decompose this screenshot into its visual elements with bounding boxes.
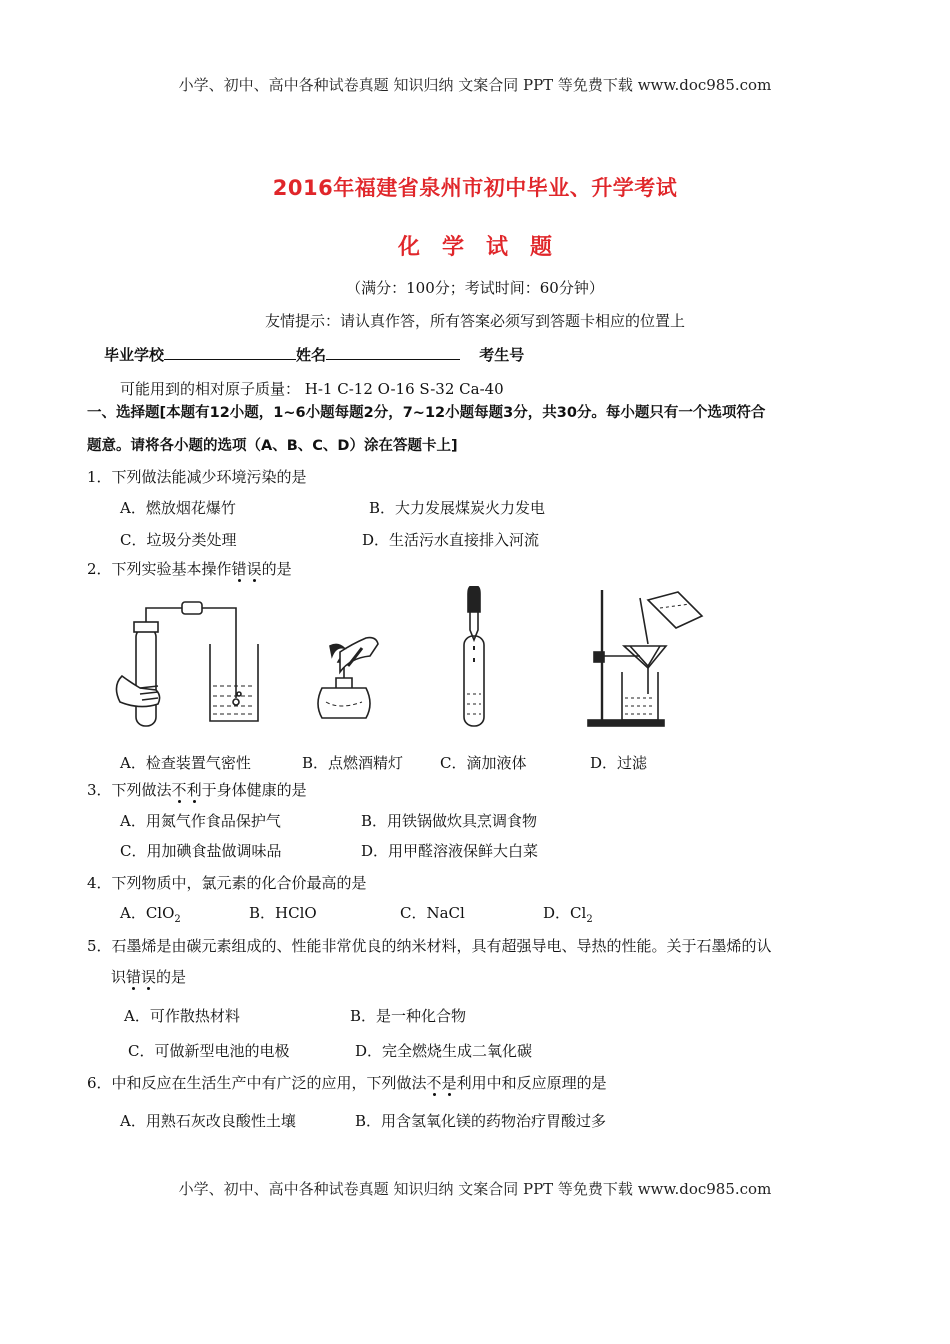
q5-option-a[interactable]: A．可作散热材料 bbox=[124, 1007, 240, 1025]
q1-stem: 1．下列做法能减少环境污染的是 bbox=[87, 468, 307, 486]
page-header: 小学、初中、高中各种试卷真题 知识归纳 文案合同 PPT 等免费下载 www.doc985.com bbox=[178, 76, 772, 94]
school-label: 毕业学校 bbox=[104, 346, 165, 364]
q3-option-d[interactable]: D．用甲醛溶液保鲜大白菜 bbox=[361, 842, 539, 860]
q4-option-a[interactable]: A．ClO$_2$ bbox=[120, 904, 181, 925]
name-blank[interactable] bbox=[326, 345, 460, 360]
exam-title: 2016年福建省泉州市初中毕业、升学考试 bbox=[272, 176, 678, 200]
q4-option-b[interactable]: B．HClO bbox=[249, 904, 317, 922]
q1-option-a[interactable]: A．燃放烟花爆竹 bbox=[120, 499, 236, 517]
exam-no-label: 考生号 bbox=[479, 346, 525, 364]
q2-option-a[interactable]: A．检查装置气密性 bbox=[120, 754, 251, 772]
q2-option-c[interactable]: C．滴加液体 bbox=[440, 754, 527, 772]
name-label: 姓名 bbox=[296, 346, 327, 364]
q6-option-b[interactable]: B．用含氢氧化镁的药物治疗胃酸过多 bbox=[355, 1112, 607, 1130]
q4-option-d[interactable]: D．$Cl_2$ bbox=[543, 904, 593, 925]
q1-option-d[interactable]: D．生活污水直接排入河流 bbox=[362, 531, 540, 549]
q2-option-d[interactable]: D．过滤 bbox=[590, 754, 648, 772]
q5-option-c[interactable]: C．可做新型电池的电极 bbox=[128, 1042, 290, 1060]
q3-option-c[interactable]: C．用加碘食盐做调味品 bbox=[120, 842, 282, 860]
exam-subtitle: 化学试题 bbox=[397, 235, 574, 260]
figure-b-alcohol-lamp bbox=[318, 638, 378, 718]
q3-option-a[interactable]: A．用氮气作食品保护气 bbox=[120, 812, 281, 830]
q5-option-d[interactable]: D．完全燃烧生成二氧化碳 bbox=[355, 1042, 533, 1060]
q2-stem: 2．下列实验基本操作错误的是 bbox=[87, 560, 292, 578]
friendly-tip: 友情提示：请认真作答，所有答案必须写到答题卡相应的位置上 bbox=[264, 312, 685, 330]
figure-d-filtration bbox=[588, 590, 702, 726]
school-blank[interactable] bbox=[164, 345, 296, 360]
q5-option-b[interactable]: B．是一种化合物 bbox=[350, 1007, 467, 1025]
q2-figures bbox=[100, 586, 720, 736]
q1-option-b[interactable]: B．大力发展煤炭火力发电 bbox=[369, 499, 546, 517]
section1-heading-cont: 题意。请将各小题的选项（A、B、C、D）涂在答题卡上] bbox=[87, 438, 458, 454]
q1-option-c[interactable]: C．垃圾分类处理 bbox=[120, 531, 237, 549]
q4-stem: 4．下列物质中，氯元素的化合价最高的是 bbox=[87, 874, 367, 892]
figure-c-dropping-liquid bbox=[464, 586, 484, 726]
student-info-row bbox=[104, 344, 524, 365]
q5-stem: 5．石墨烯是由碳元素组成的、性能非常优良的纳米材料，具有超强导电、导热的性能。关于石墨烯的认 bbox=[87, 937, 772, 955]
q6-stem: 6．中和反应在生活生产中有广泛的应用，下列做法不是利用中和反应原理的是 bbox=[87, 1074, 607, 1092]
q2-option-b[interactable]: B．点燃酒精灯 bbox=[302, 754, 404, 772]
atomic-mass: 可能用到的相对原子质量： H-1 C-12 O-16 S-32 Ca-40 bbox=[120, 380, 504, 398]
figure-a-airtightness bbox=[116, 602, 258, 726]
section1-heading: 一、选择题[本题有12小题，1~6小题每题2分，7~12小题每题3分，共30分。每小题只有一个选项符合 bbox=[87, 405, 766, 421]
q3-stem: 3．下列做法不利于身体健康的是 bbox=[87, 781, 307, 799]
score-info: （满分：100分；考试时间：60分钟） bbox=[346, 279, 604, 297]
q4-option-c[interactable]: C．NaCl bbox=[400, 904, 465, 922]
q3-option-b[interactable]: B．用铁锅做炊具烹调食物 bbox=[361, 812, 538, 830]
q6-option-a[interactable]: A．用熟石灰改良酸性土壤 bbox=[120, 1112, 296, 1130]
q5-stem-cont: 识错误的是 bbox=[111, 968, 187, 986]
page-footer: 小学、初中、高中各种试卷真题 知识归纳 文案合同 PPT 等免费下载 www.doc985.com bbox=[178, 1180, 772, 1198]
